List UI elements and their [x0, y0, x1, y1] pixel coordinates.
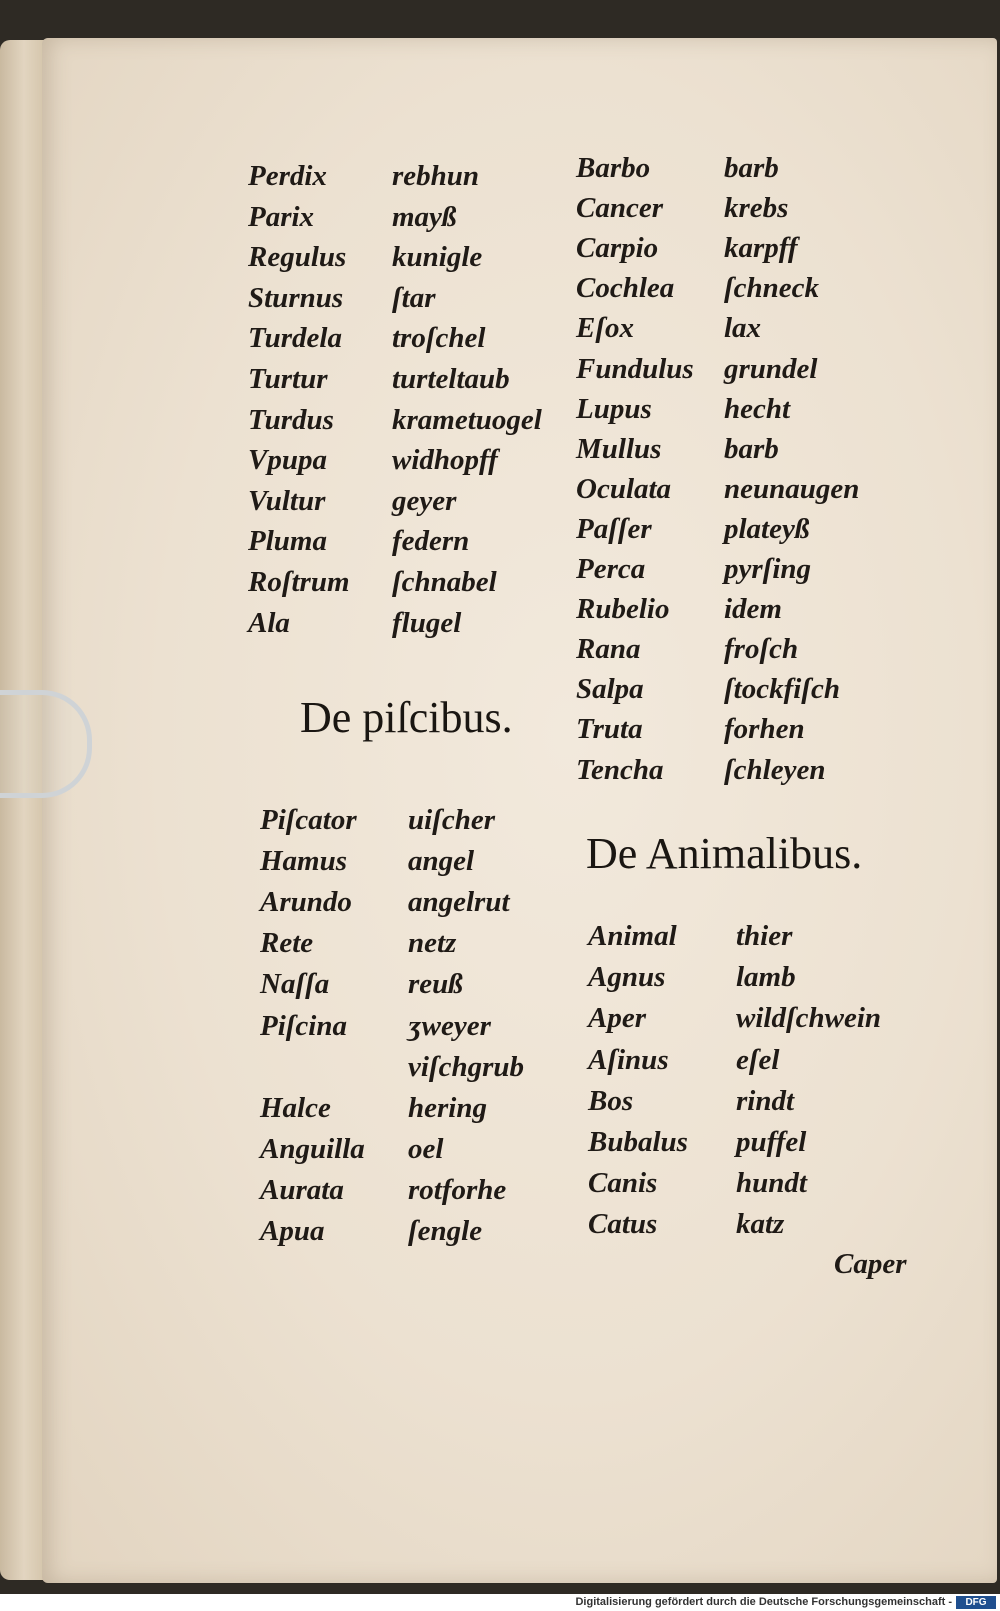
- latin-term: Truta: [576, 713, 643, 746]
- german-term: reuß: [408, 968, 463, 1001]
- latin-term: Apua: [260, 1215, 325, 1247]
- german-term: uiſcher: [408, 804, 495, 836]
- latin-term: Halce: [260, 1091, 331, 1124]
- latin-term: Parix: [248, 200, 315, 233]
- german-term: neunaugen: [724, 472, 860, 505]
- latin-term: Roſtrum: [248, 566, 350, 598]
- latin-term: Catus: [588, 1208, 658, 1241]
- latin-term: Perca: [576, 553, 646, 585]
- latin-term: Turdus: [248, 403, 334, 436]
- latin-term: Oculata: [576, 472, 672, 505]
- german-term: hecht: [724, 392, 791, 425]
- latin-term: Pluma: [248, 525, 327, 558]
- german-term: federn: [392, 525, 470, 558]
- latin-term: Sturnus: [248, 281, 344, 314]
- latin-term: Aſinus: [588, 1043, 669, 1076]
- german-term: karpff: [724, 232, 798, 265]
- german-term: barb: [724, 152, 779, 184]
- catchword: Caper: [834, 1248, 907, 1280]
- german-term: forhen: [724, 713, 805, 746]
- latin-term: Hamus: [260, 845, 348, 878]
- latin-term: Aper: [588, 1002, 646, 1035]
- german-term: ſchleyen: [724, 753, 826, 786]
- german-term: rindt: [736, 1084, 795, 1117]
- latin-term: Rana: [576, 633, 641, 666]
- german-term: mayß: [392, 200, 457, 233]
- german-term: ʒweyer: [408, 1009, 491, 1042]
- latin-term: Cochlea: [576, 272, 675, 305]
- heading-de-piscibus: De piſcibus.: [300, 693, 513, 742]
- latin-term: Bubalus: [588, 1126, 688, 1158]
- german-term: plateyß: [724, 512, 810, 545]
- latin-term: Bos: [588, 1084, 634, 1117]
- latin-term: Cancer: [576, 192, 663, 225]
- book-page: [42, 38, 997, 1583]
- german-term: lax: [724, 312, 762, 345]
- latin-term: Arundo: [260, 886, 352, 919]
- latin-term: Fundulus: [576, 352, 694, 385]
- latin-term: Mullus: [576, 432, 662, 465]
- german-term: angelrut: [408, 886, 510, 919]
- latin-term: Turdela: [248, 322, 342, 355]
- german-term: rebhun: [392, 160, 480, 192]
- latin-term: Tencha: [576, 753, 664, 786]
- latin-term: Perdix: [248, 160, 327, 192]
- german-term: viſchgrub: [408, 1050, 524, 1083]
- latin-term: Vpupa: [248, 444, 327, 477]
- german-term: oel: [408, 1132, 444, 1165]
- footer-credit: Digitalisierung gefördert durch die Deutsche Forschungsgemeinschaft -: [575, 1596, 952, 1608]
- german-term: geyer: [392, 484, 457, 517]
- german-term: katz: [736, 1208, 785, 1241]
- german-term: troſchel: [392, 322, 486, 355]
- german-term: idem: [724, 593, 782, 626]
- german-term: widhopff: [392, 444, 498, 477]
- german-term: krebs: [724, 192, 789, 225]
- german-term: puffel: [736, 1126, 807, 1158]
- german-term: ſtar: [392, 281, 436, 314]
- german-term: eſel: [736, 1043, 780, 1076]
- german-term: ſengle: [408, 1215, 483, 1247]
- latin-term: Anguilla: [260, 1132, 365, 1165]
- latin-term: Piſcator: [260, 804, 357, 836]
- german-term: flugel: [392, 606, 462, 639]
- german-term: hundt: [736, 1167, 807, 1200]
- latin-term: Vultur: [248, 484, 326, 517]
- german-term: netz: [408, 927, 457, 960]
- latin-term: Salpa: [576, 673, 644, 706]
- german-term: wildſchwein: [736, 1002, 882, 1035]
- latin-term: Turtur: [248, 363, 328, 395]
- german-term: pyrſing: [724, 553, 811, 585]
- latin-term: Paſſer: [576, 512, 652, 545]
- latin-term: Lupus: [576, 392, 652, 425]
- german-term: ſtockfiſch: [724, 673, 840, 706]
- latin-term: Rete: [260, 927, 314, 960]
- latin-term: Naſſa: [260, 968, 330, 1001]
- latin-term: Agnus: [588, 961, 666, 994]
- latin-term: Barbo: [576, 152, 651, 184]
- latin-term: Regulus: [248, 241, 347, 274]
- german-term: lamb: [736, 961, 796, 994]
- latin-term: Ala: [248, 606, 290, 639]
- german-term: turteltaub: [392, 363, 510, 395]
- paper-clip: [0, 690, 92, 798]
- german-term: thier: [736, 920, 793, 952]
- german-term: barb: [724, 432, 779, 465]
- german-term: rotforhe: [408, 1173, 507, 1206]
- german-term: krametuogel: [392, 403, 542, 436]
- latin-term: Canis: [588, 1167, 658, 1200]
- latin-term: Animal: [588, 920, 677, 952]
- dfg-logo: DFG: [956, 1596, 996, 1609]
- latin-term: Rubelio: [576, 593, 670, 626]
- heading-de-animalibus: De Animalibus.: [586, 829, 863, 878]
- latin-term: Piſcina: [260, 1009, 347, 1042]
- german-term: angel: [408, 845, 475, 878]
- german-term: hering: [408, 1091, 487, 1124]
- german-term: grundel: [724, 352, 818, 385]
- latin-term: Carpio: [576, 232, 659, 265]
- latin-term: Aurata: [260, 1173, 344, 1206]
- german-term: ſchnabel: [392, 566, 497, 598]
- german-term: froſch: [724, 633, 799, 666]
- german-term: kunigle: [392, 241, 483, 274]
- german-term: ſchneck: [724, 272, 820, 305]
- latin-term: Eſox: [576, 312, 634, 345]
